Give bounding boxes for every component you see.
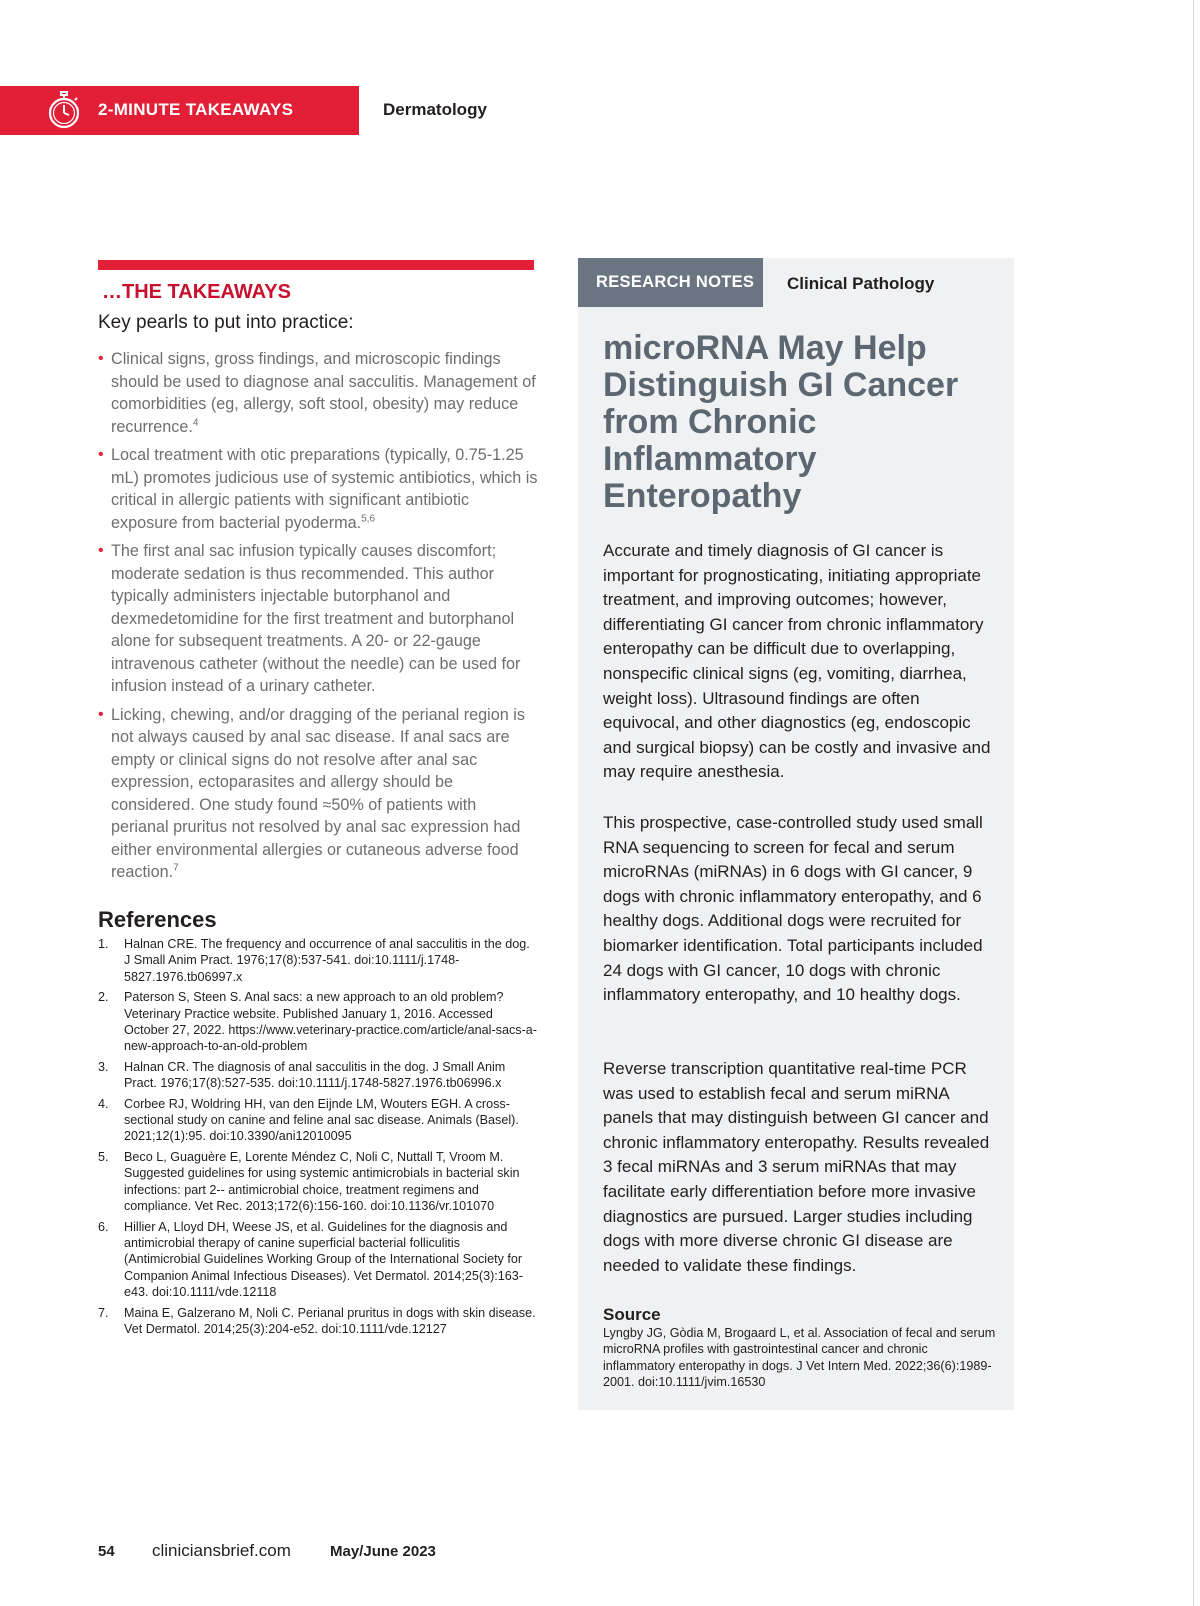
list-item: • The first anal sac infusion typically causes discomfort; moderate sedation is thus recommended. This author typically administers injectable butorphanol and dexmedetomidine for the first treatment and butorphanol alone for subsequent treatments. A 20- or 22-gauge intravenous catheter (without the needle) can be used for infusion instead of a urinary catheter. xyxy=(98,540,538,698)
citation-ref: 4 xyxy=(192,417,199,429)
article-paragraph: This prospective, case-controlled study used small RNA sequencing to screen for fecal and serum microRNAs (miRNAs) in 6 dogs with GI cancer, 9 dogs with chronic inflammatory enteropathy, and 6 healthy dogs. Additional dogs were recruited for biomarker identification. Total participants included 24 dogs with GI cancer, 10 dogs with chronic inflammatory enteropathy, and 10 healthy dogs. xyxy=(603,813,983,1005)
list-item: • Clinical signs, gross findings, and microscopic findings should be used to diagnose anal sacculitis. Management of comorbidities (eg, allergy, soft stool, obesity) may reduce recurrence.$^4$ xyxy=(98,348,538,438)
takeaways-subheading: Key pearls to put into practice: xyxy=(98,312,354,333)
reference-item: 6. Hillier A, Lloyd DH, Weese JS, et al. Guidelines for the diagnosis and antimicrobial therapy of canine superficial bacterial folliculitis (Antimicrobial Guidelines Working Group of the International Society for Companion Animal Infectious Diseases). Vet Dermatol. 2014;25(3):163-e43. doi:10.1111/vde.12118 xyxy=(98,1219,524,1300)
article-paragraph: Accurate and timely diagnosis of GI cancer is important for prognosticating, initiating appropriate treatment, and improving outcomes; however, differentiating GI cancer from chronic inflammatory enteropathy can be difficult due to overlapping, nonspecific clinical signs (eg, vomiting, diarrhea, weight loss). Ultrasound findings are often equivocal, and other diagnostics (eg, endoscopic and surgical biopsy) can be costly and invasive and may require anesthesia. xyxy=(603,541,991,782)
section-header-bar xyxy=(0,86,359,135)
reference-item: 2. Paterson S, Steen S. Anal sacs: a new approach to an old problem? Veterinary Practice website. Published January 1, 2016. Accessed October 27, 2022. https://www.veterinary-practice.com/article/anal-sacs-a-new-approach-to-an-old-problem xyxy=(98,990,537,1054)
article-paragraph: Reverse transcription quantitative real-time PCR was used to establish fecal and serum miRNA panels that may distinguish between GI cancer and chronic inflammatory enteropathy. Results revealed 3 fecal miRNAs and 3 serum miRNAs that may facilitate early differentiation before more invasive diagnostics are pursued. Larger studies including dogs with more diverse chronic GI disease are needed to validate these findings. xyxy=(603,1059,990,1275)
section-header-title: 2-MINUTE TAKEAWAYS xyxy=(98,100,294,119)
research-notes-tag xyxy=(578,258,763,307)
footer-site-link[interactable]: cliniciansbrief.com xyxy=(152,1541,291,1560)
source-heading: Source xyxy=(603,1305,661,1324)
page-edge-divider xyxy=(1193,0,1194,1606)
references-list xyxy=(98,936,538,1341)
list-item: • Local treatment with otic preparations (typically, 0.75-1.25 mL) promotes judicious use of systemic antibiotics, which is critical in allergic patients with significant antibiotic exposure from bacterial pyoderma.$^{5,6}$ xyxy=(98,444,538,534)
citation-ref: 5,6 xyxy=(361,513,376,525)
footer-issue-date: May/June 2023 xyxy=(330,1543,436,1560)
reference-item: 4. Corbee RJ, Woldring HH, van den Eijnde LM, Wouters EGH. A cross-sectional study on canine and feline anal sac disease. Animals (Basel). 2021;12(1):95. doi:10.3390/ani12010095 xyxy=(98,1096,519,1144)
research-notes-category: Clinical Pathology xyxy=(787,274,935,293)
takeaways-heading: …THE TAKEAWAYS xyxy=(102,281,291,303)
reference-item: 7. Maina E, Galzerano M, Noli C. Perianal pruritus in dogs with skin disease. Vet Dermatol. 2014;25(3):204-e52. doi:10.1111/vde.12127 xyxy=(98,1305,536,1336)
reference-item: 3. Halnan CR. The diagnosis of anal sacculitis in the dog. J Small Anim Pract. 1976;17(8):527-535. doi:10.1111/j.1748-5827.1976.tb06996.x xyxy=(98,1059,506,1091)
section-category: Dermatology xyxy=(383,100,487,119)
takeaways-list xyxy=(98,348,538,890)
references-heading: References xyxy=(98,907,217,932)
reference-item: 5. Beco L, Guaguère E, Lorente Méndez C, Noli C, Nuttall T, Vroom M. Suggested guidelines for using systemic antimicrobials in bacterial skin infections: part 2-- antimicrobial choice, treatment regimens and compliance. Vet Rec. 2013;172(6):156-160. doi:10.1136/vr.101070 xyxy=(98,1149,520,1214)
article-title: microRNA May Help Distinguish GI Cancer from Chronic Inflammatory Enteropathy xyxy=(603,329,959,515)
stopwatch-icon xyxy=(48,91,80,129)
reference-item: 1. Halnan CRE. The frequency and occurrence of anal sacculitis in the dog. J Small Anim Pract. 1976;17(8):537-541. doi:10.1111/j.1748-5827.1976.tb06997.x xyxy=(98,937,530,984)
research-notes-tag-label: RESEARCH NOTES xyxy=(596,273,755,291)
source-citation: Lyngby JG, Gòdia M, Brogaard L, et al. Association of fecal and serum microRNA profiles with gastrointestinal cancer and chronic inflammatory enteropathy in dogs. J Vet Intern Med. 2022;36(6):1989-2001. doi:10.1111/jvim.16530 xyxy=(603,1326,996,1390)
list-item: • Licking, chewing, and/or dragging of the perianal region is not always caused by anal sac disease. If anal sacs are empty or clinical signs do not resolve after anal sac expression, ectoparasites and allergy should be considered. One study found ≈50% of patients with perianal pruritus not resolved by anal sac expression had either environmental allergies or cutaneous adverse food reaction.$^7$ xyxy=(98,704,538,884)
citation-ref: 7 xyxy=(173,862,179,874)
takeaways-top-rule xyxy=(98,260,534,270)
page-number: 54 xyxy=(98,1543,115,1560)
